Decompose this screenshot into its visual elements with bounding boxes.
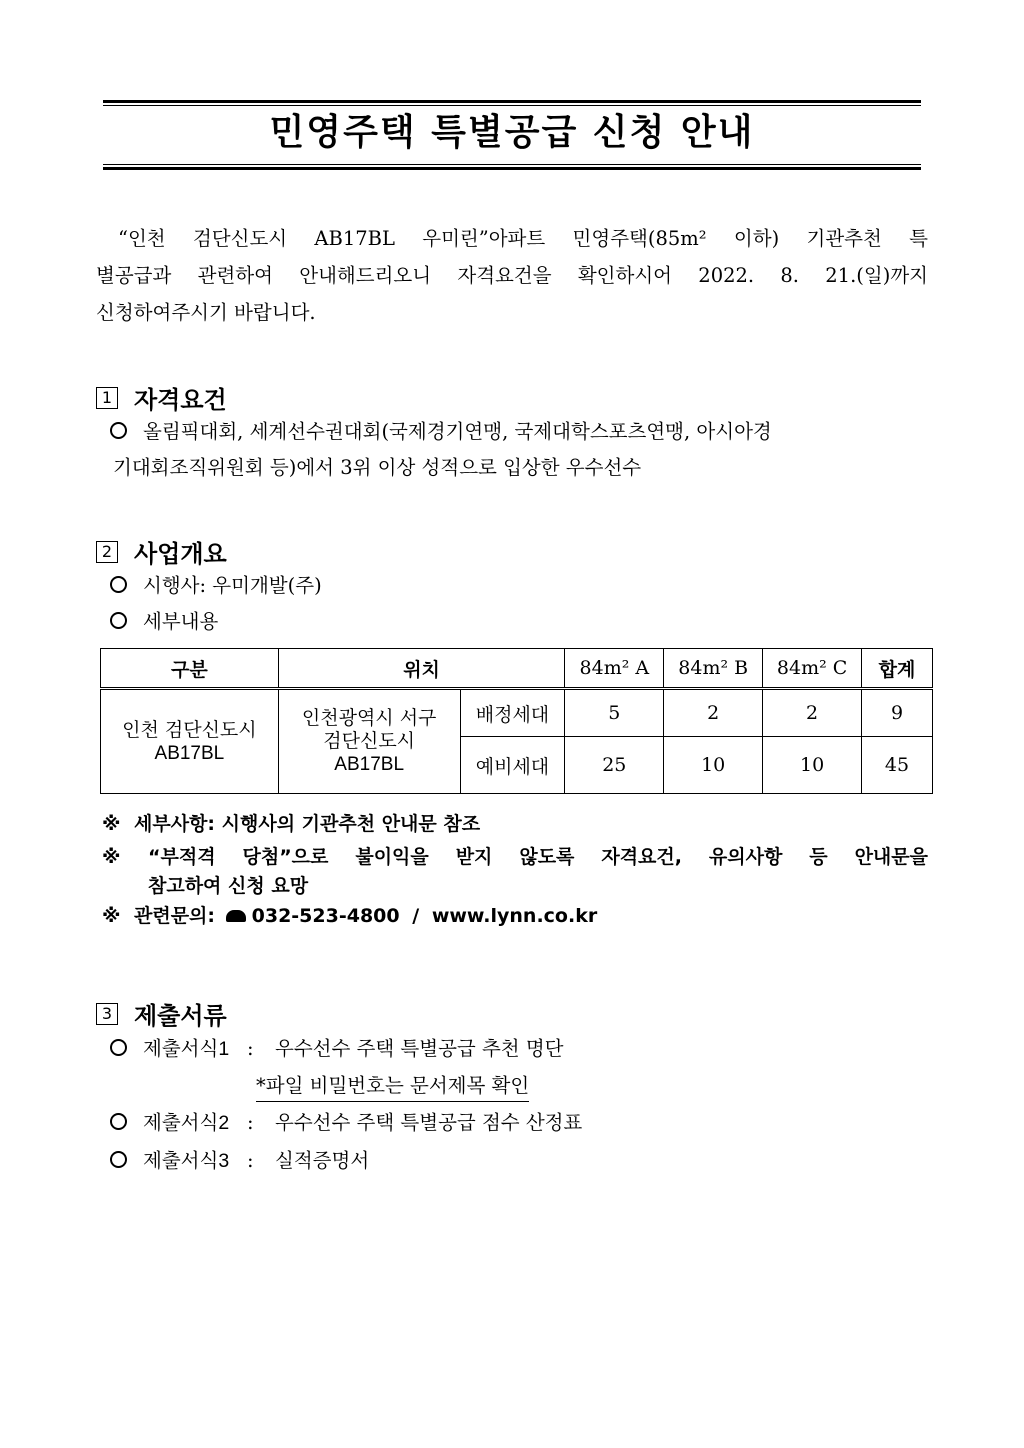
note-contact: ※ 관련문의: 032-523-4800 / www.lynn.co.kr: [102, 902, 597, 931]
hollow-circle-bullet-icon: [110, 576, 127, 593]
list-item: 세부내용: [110, 607, 218, 637]
section-title: 제출서류: [134, 1002, 227, 1030]
table-row: [101, 689, 933, 737]
intro-line-1: “인천 검단신도시 AB17BL 우미린”아파트 민영주택(85m² 이하) 기관추천 특: [118, 227, 928, 250]
hollow-circle-bullet-icon: [110, 1113, 127, 1130]
section-number-box: 3: [96, 1003, 118, 1025]
list-item-continuation: 기대회조직위원회 등)에서 3위 이상 성적으로 입상한 우수선수: [113, 456, 642, 479]
header-type-b: 84m² B: [664, 649, 763, 689]
hollow-circle-bullet-icon: [110, 1151, 127, 1168]
title-bottom-rule-thin: [103, 164, 921, 165]
header-type-a: 84m² A: [565, 649, 664, 689]
document-title: 민영주택 특별공급 신청 안내: [269, 112, 755, 153]
section-title: 자격요건: [134, 386, 227, 414]
location-cell: 인천광역시 서구 검단신도시 AB17BL: [278, 689, 460, 794]
contact-phone: 032-523-4800: [251, 905, 400, 927]
list-item: 제출서식2 : 우수선수 주택 특별공급 점수 산정표: [110, 1108, 582, 1138]
title-bottom-rule-thick: [103, 167, 921, 170]
reference-mark: ※: [102, 905, 121, 927]
cell-type-b: 2: [664, 689, 763, 737]
row-label: 예비세대: [460, 737, 565, 794]
section-2-heading: [96, 534, 227, 569]
section-title: 사업개요: [134, 540, 227, 568]
password-note: *파일 비밀번호는 문서제목 확인: [256, 1072, 529, 1102]
contact-url[interactable]: www.lynn.co.kr: [431, 905, 598, 927]
table-header-row: [101, 649, 933, 689]
hollow-circle-bullet-icon: [110, 422, 127, 439]
list-item: 올림픽대회, 세계선수권대회(국제경기연맹, 국제대학스포츠연맹, 아시아경: [110, 417, 772, 447]
note-details: ※ 세부사항: 시행사의 기관추천 안내문 참조: [102, 810, 480, 839]
intro-paragraph: [96, 220, 928, 331]
telephone-icon: [226, 910, 246, 922]
list-item: 시행사: 우미개발(주): [110, 571, 322, 601]
row-label: 배정세대: [460, 689, 565, 737]
section-3-heading: [96, 996, 227, 1031]
header-total: 합계: [862, 649, 933, 689]
title-top-rule-thin: [103, 105, 921, 106]
category-cell: 인천 검단신도시 AB17BL: [101, 689, 279, 794]
cell-total: 9: [862, 689, 933, 737]
section-1-heading: [96, 380, 227, 415]
header-category: 구분: [101, 649, 279, 689]
cell-total: 45: [862, 737, 933, 794]
section-number-box: 1: [96, 387, 118, 409]
header-location: 위치: [278, 649, 565, 689]
header-type-c: 84m² C: [763, 649, 862, 689]
housing-allocation-table: [100, 648, 933, 794]
note-disqualification: ※ “부적격 당첨”으로 불이익을 받지 않도록 자격요건, 유의사항 등 안내문을 참고하여 신청 요망: [102, 843, 928, 901]
hollow-circle-bullet-icon: [110, 1039, 127, 1056]
intro-line-3: 신청하여주시기 바랍니다.: [96, 301, 316, 324]
cell-type-b: 10: [664, 737, 763, 794]
cell-type-c: 2: [763, 689, 862, 737]
hollow-circle-bullet-icon: [110, 612, 127, 629]
cell-type-a: 5: [565, 689, 664, 737]
reference-mark: ※: [102, 846, 121, 868]
list-item: 제출서식3 : 실적증명서: [110, 1146, 369, 1176]
reference-mark: ※: [102, 813, 121, 835]
cell-type-c: 10: [763, 737, 862, 794]
title-top-rule-thick: [103, 100, 921, 103]
intro-line-2: 별공급과 관련하여 안내해드리오니 자격요건을 확인하시어 2022. 8. 21.(일)까지: [96, 264, 928, 287]
cell-type-a: 25: [565, 737, 664, 794]
list-item: 제출서식1 : 우수선수 주택 특별공급 추천 명단: [110, 1034, 564, 1064]
section-number-box: 2: [96, 541, 118, 563]
